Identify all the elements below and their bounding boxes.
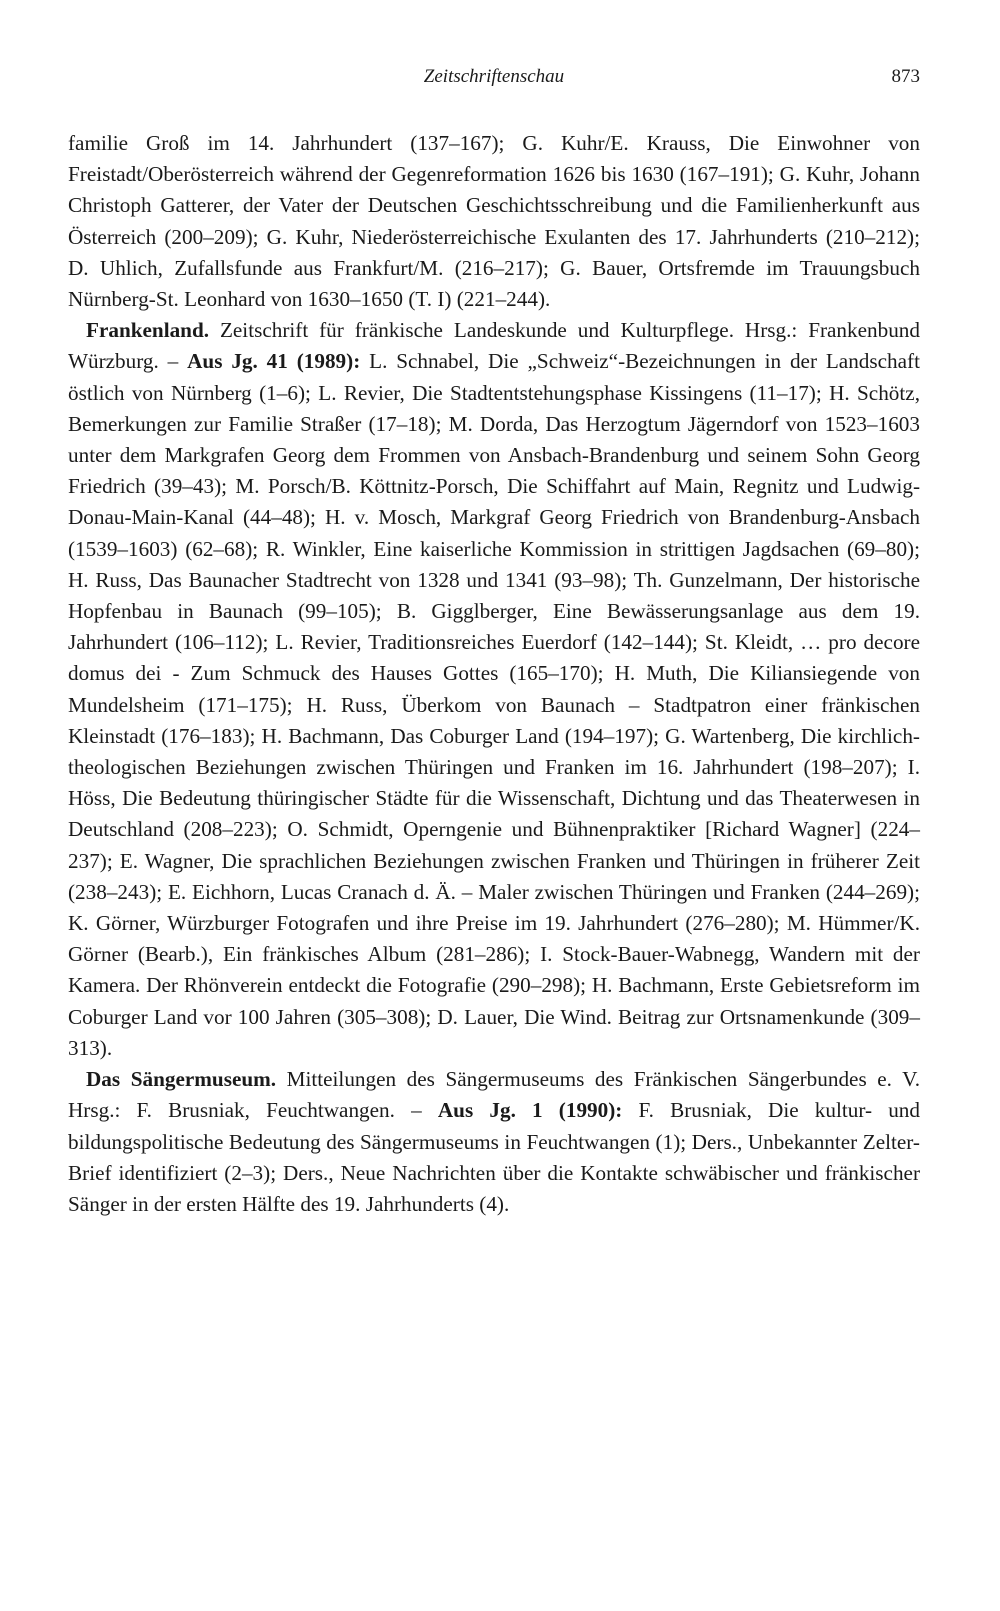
journal-entry-saengermuseum (68, 1064, 920, 1220)
journal-title: Das Sängermuseum. (86, 1067, 277, 1092)
journal-description: Zeitschrift für fränkische Landeskunde und Kulturpflege. Hrsg.: Frankenbund Würzburg. – (68, 318, 920, 374)
journal-title: Frankenland. (86, 318, 210, 343)
running-title: Zeitschriftenschau (423, 66, 565, 87)
entry-text: L. Schnabel, Die „Schweiz“-Bezeichnungen in der Landschaft östlich von Nürnberg (1–6); L. Revier, Die Stadtentstehungsphase Kissingens (11–17); H. Schötz, Bemerkungen zur Familie Straßer (17–18); M. Dorda, Das Herzogtum Jägerndorf von 1523–1603 unter dem Markgrafen Georg dem Frommen von Ansbach-Brandenburg und seinem Sohn Georg Friedrich (39–43); M. Porsch/B. Köttnitz-Porsch, Die Schiffahrt auf Main, Regnitz und Ludwig-Donau-Main-Kanal (44–48); H. v. Mosch, Markgraf Georg Friedrich von Brandenburg-Ansbach (1539–1603) (62–68); R. Winkler, Eine kaiserliche Kommission in strittigen Jagdsachen (69–80); H. Russ, Das Baunacher Stadtrecht von 1328 und 1341 (93–98); Th. Gunzelmann, Der historische Hopfenbau in Baunach (99–105); B. Gigglberger, Eine Bewässerungsanlage aus dem 19. Jahrhundert (106–112); L. Revier, Traditionsreiches Euerdorf (142–144); St. Kleidt, … pro decore domus dei - Zum Schmuck des Hauses Gottes (165–170); H. Muth, Die Kiliansiegende von Mundelsheim (171–175); H. Russ, Überkom von Baunach – Stadtpatron einer fränkischen Kleinstadt (176–183); H. Bachmann, Das Coburger Land (194–197); G. Wartenberg, Die kirchlich-theologischen Beziehungen zwischen Thüringen und Franken im 16. Jahrhundert (198–207); I. Höss, Die Bedeutung thüringischer Städte für die Wissenschaft, Dichtung und das Theaterwesen in Deutschland (208–223); O. Schmidt, Operngenie und Bühnenpraktiker [Richard Wagner] (224–237); E. Wagner, Die sprachlichen Beziehungen zwischen Franken und Thüringen in früherer Zeit (238–243); E. Eichhorn, Lucas Cranach d. Ä. – Maler zwischen Thüringen und Franken (244–269); K. Görner, Würzburger Fotografen und ihre Preise im 19. Jahrhundert (276–280); M. Hümmer/K. Görner (Bearb.), Ein fränkisches Album (281–286); I. Stock-Bauer-Wabnegg, Wandern mit der Kamera. Der Rhönverein entdeckt die Fotografie (290–298); H. Bachmann, Erste Gebietsreform im Coburger Land vor 100 Jahren (305–308); D. Lauer, Die Wind. Beitrag zur Ortsnamenkunde (309–313). (68, 349, 920, 1060)
entry-text: F. Brusniak, Die kultur- und bildungspolitische Bedeutung des Sängermuseums in Feuchtwangen (1); Ders., Unbekannter Zelter-Brief identifiziert (2–3); Ders., Neue Nachrichten über die Kontakte schwäbischer und fränkischer Sänger in der ersten Hälfte des 19. Jahrhunderts (4). (68, 1098, 920, 1216)
page-body (68, 128, 920, 1220)
journal-description: Mitteilungen des Sängermuseums des Fränkischen Sängerbundes e. V. Hrsg.: F. Brusniak, Feuchtwangen. – (68, 1067, 920, 1123)
page-number: 873 (891, 66, 920, 87)
page-header (68, 62, 920, 92)
journal-entry-frankenland (68, 315, 920, 1064)
continued-entry (68, 128, 920, 315)
issue-label: Aus Jg. 1 (1990): (437, 1098, 623, 1123)
issue-label: Aus Jg. 41 (1989): (187, 349, 361, 374)
entry-text: familie Groß im 14. Jahrhundert (137–167); G. Kuhr/E. Krauss, Die Einwohner von Freistadt/Oberösterreich während der Gegenreformation 1626 bis 1630 (167–191); G. Kuhr, Johann Christoph Gatterer, der Vater der Deutschen Geschichtsschreibung und die Familienherkunft aus Österreich (200–209); G. Kuhr, Niederösterreichische Exulanten des 17. Jahrhunderts (210–212); D. Uhlich, Zufallsfunde aus Frankfurt/M. (216–217); G. Bauer, Ortsfremde im Trauungsbuch Nürnberg-St. Leonhard von 1630–1650 (T. I) (221–244). (68, 131, 920, 312)
